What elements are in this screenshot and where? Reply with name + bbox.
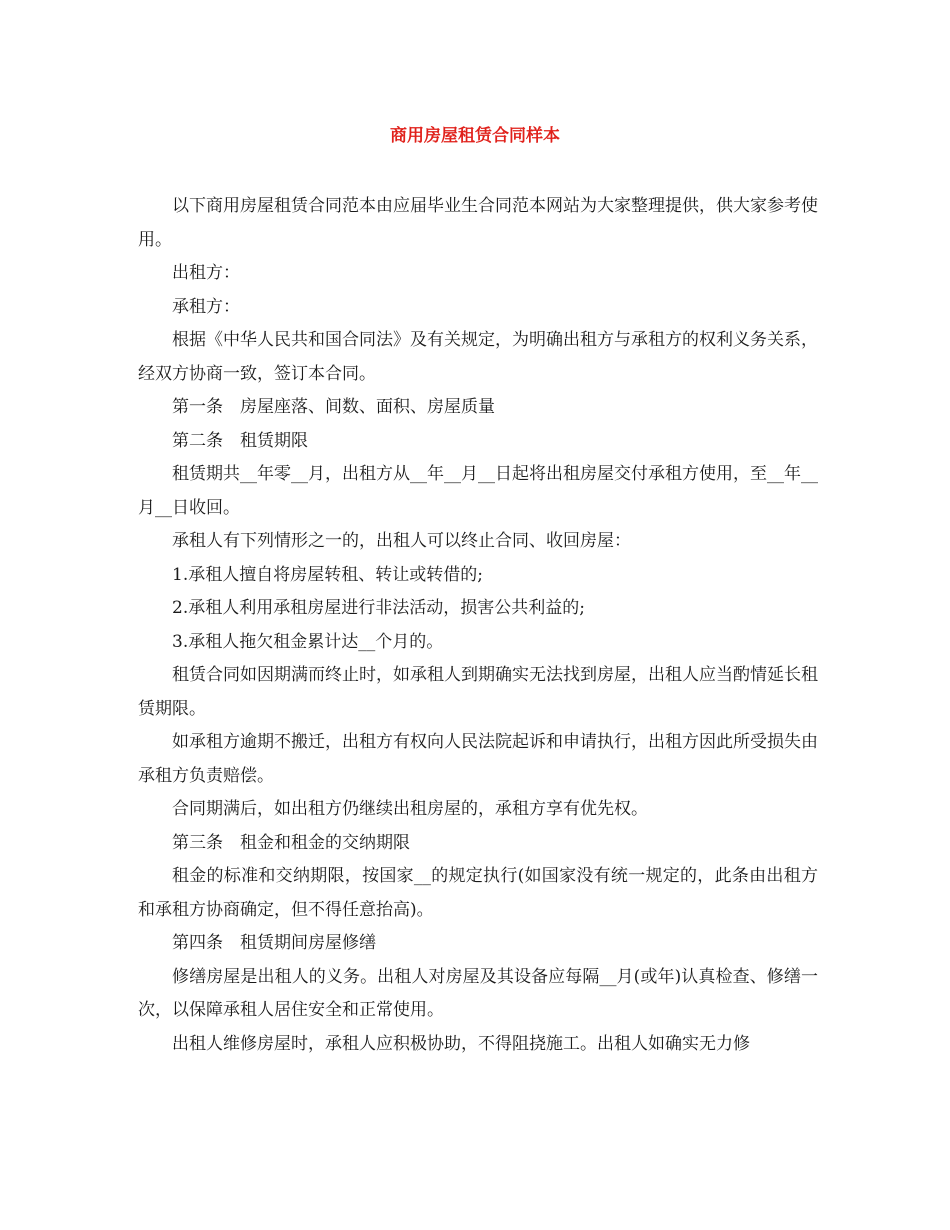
- paragraph-overdue: 如承租方逾期不搬迁，出租方有权向人民法院起诉和申请执行，出租方因此所受损失由承租方负责赔偿。: [138, 732, 818, 786]
- paragraph-termination: 承租人有下列情形之一的，出租人可以终止合同、收回房屋：: [172, 531, 631, 551]
- article-2-heading: 第二条 租赁期限: [172, 430, 308, 451]
- article-4-heading: 第四条 租赁期间房屋修缮: [172, 933, 376, 953]
- paragraph-extension: 租赁合同如因期满而终止时，如承租人到期确实无法找到房屋，出租人应当酌情延长租赁期限。: [138, 665, 818, 719]
- paragraph-lessee: 承租方：: [172, 296, 240, 317]
- paragraph-intro: 以下商用房屋租赁合同范本由应届毕业生合同范本网站为大家整理提供，供大家参考使用。: [138, 196, 818, 250]
- document-body: [138, 190, 818, 1061]
- paragraph-repair-duty: 修缮房屋是出租人的义务。出租人对房屋及其设备应每隔__月(或年)认真检查、修缮一次，以保障承租人居住安全和正常使用。: [138, 966, 818, 1020]
- article-3-heading: 第三条 租金和租金的交纳期限: [172, 832, 410, 853]
- document-title: 商用房屋租赁合同样本: [390, 126, 560, 146]
- paragraph-basis: 根据《中华人民共和国合同法》及有关规定，为明确出租方与承租方的权利义务关系，经双方协商一致，签订本合同。: [138, 330, 818, 384]
- paragraph-rent: 租金的标准和交纳期限，按国家__的规定执行(如国家没有统一规定的，此条由出租方和承租方协商确定，但不得任意抬高)。: [138, 866, 818, 920]
- paragraph-priority: 合同期满后，如出租方仍继续出租房屋的，承租方享有优先权。: [172, 799, 648, 819]
- list-item-2: 2.承租人利用承租房屋进行非法活动，损害公共利益的;: [172, 598, 585, 618]
- paragraph-term: 租赁期共__年零__月，出租方从__年__月__日起将出租房屋交付承租方使用，至__年__月__日收回。: [138, 464, 818, 518]
- list-item-3: 3.承租人拖欠租金累计达__个月的。: [172, 631, 444, 652]
- list-item-1: 1.承租人擅自将房屋转租、转让或转借的;: [172, 564, 483, 585]
- article-1-heading: 第一条 房屋座落、间数、面积、房屋质量: [172, 397, 495, 417]
- paragraph-lessor: 出租方：: [172, 263, 240, 283]
- paragraph-repair-cooperation: 出租人维修房屋时，承租人应积极协助，不得阻挠施工。出租人如确实无力修: [172, 1033, 750, 1054]
